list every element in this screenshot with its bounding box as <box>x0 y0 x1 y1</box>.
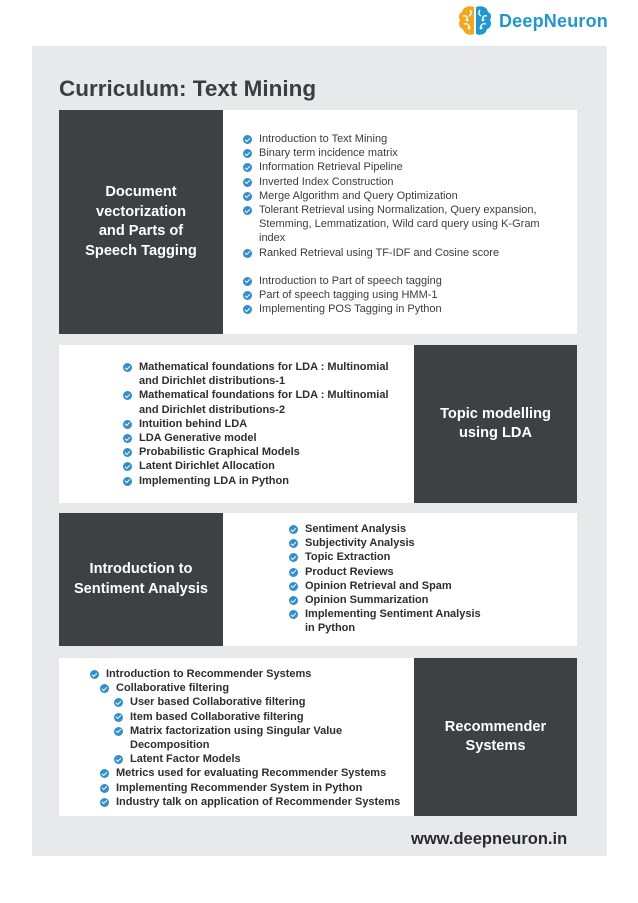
section-heading: Document vectorization and Parts of Speech Tagging <box>59 110 223 334</box>
list-item: Product Reviews <box>289 565 489 579</box>
check-circle-icon <box>243 163 252 172</box>
check-circle-icon <box>289 582 298 591</box>
list-item: Mathematical foundations for LDA : Multinomial and Dirichlet distributions-2 <box>123 388 393 416</box>
list-item: Sentiment Analysis <box>289 522 489 536</box>
list-item: Subjectivity Analysis <box>289 536 489 550</box>
check-circle-icon <box>289 525 298 534</box>
list-item: Industry talk on application of Recommender Systems <box>100 795 410 809</box>
check-circle-icon <box>123 448 132 457</box>
list-item: Implementing POS Tagging in Python <box>243 302 555 316</box>
check-circle-icon <box>289 553 298 562</box>
list-item: Part of speech tagging using HMM-1 <box>243 288 555 302</box>
topic-list <box>90 667 410 809</box>
section-heading: Introduction to Sentiment Analysis <box>59 513 223 646</box>
list-item: Ranked Retrieval using TF-IDF and Cosine score <box>243 246 555 260</box>
check-circle-icon <box>289 539 298 548</box>
check-circle-icon <box>90 670 99 679</box>
topic-list <box>123 360 393 488</box>
website-url: www.deepneuron.in <box>411 830 568 848</box>
check-circle-icon <box>123 434 132 443</box>
list-item: Implementing LDA in Python <box>123 474 393 488</box>
list-item: Tolerant Retrieval using Normalization, Query expansion, Stemming, Lemmatization, Wild card query using K-Gram index <box>243 203 555 246</box>
check-circle-icon <box>123 363 132 372</box>
list-item: Implementing Recommender System in Python <box>100 781 410 795</box>
list-item: User based Collaborative filtering <box>114 695 410 709</box>
check-circle-icon <box>243 206 252 215</box>
check-circle-icon <box>289 596 298 605</box>
list-item: Merge Algorithm and Query Optimization <box>243 189 555 203</box>
check-circle-icon <box>123 391 132 400</box>
check-circle-icon <box>123 462 132 471</box>
list-item: Implementing Sentiment Analysis in Python <box>289 607 489 635</box>
list-item: Introduction to Recommender Systems <box>90 667 410 681</box>
brand-name: DeepNeuron <box>498 10 608 31</box>
check-circle-icon <box>100 769 109 778</box>
check-circle-icon <box>114 727 123 736</box>
check-circle-icon <box>243 277 252 286</box>
check-circle-icon <box>114 755 123 764</box>
list-item: Opinion Summarization <box>289 593 489 607</box>
brain-logo-icon <box>457 4 493 38</box>
check-circle-icon <box>114 713 123 722</box>
list-item: Item based Collaborative filtering <box>114 710 410 724</box>
check-circle-icon <box>243 178 252 187</box>
section-heading: Topic modelling using LDA <box>414 345 577 503</box>
check-circle-icon <box>100 798 109 807</box>
check-circle-icon <box>123 477 132 486</box>
check-circle-icon <box>243 135 252 144</box>
check-circle-icon <box>123 420 132 429</box>
check-circle-icon <box>100 784 109 793</box>
list-item: Matrix factorization using Singular Value Decomposition <box>114 724 410 752</box>
list-item: Topic Extraction <box>289 550 489 564</box>
list-item: Introduction to Part of speech tagging <box>243 274 555 288</box>
check-circle-icon <box>100 684 109 693</box>
list-item: LDA Generative model <box>123 431 393 445</box>
list-item: Inverted Index Construction <box>243 175 555 189</box>
list-item: Intuition behind LDA <box>123 417 393 431</box>
check-circle-icon <box>289 610 298 619</box>
list-item: Latent Factor Models <box>114 752 410 766</box>
check-circle-icon <box>289 568 298 577</box>
list-item: Binary term incidence matrix <box>243 146 555 160</box>
section-topic-modelling <box>59 345 577 503</box>
check-circle-icon <box>243 149 252 158</box>
check-circle-icon <box>243 291 252 300</box>
section-recommender-systems <box>59 658 577 816</box>
check-circle-icon <box>243 192 252 201</box>
check-circle-icon <box>114 698 123 707</box>
topic-list <box>289 522 489 636</box>
topic-list <box>243 132 555 316</box>
list-item: Metrics used for evaluating Recommender Systems <box>100 766 410 780</box>
list-item: Opinion Retrieval and Spam <box>289 579 489 593</box>
list-item: Information Retrieval Pipeline <box>243 160 555 174</box>
list-item: Probabilistic Graphical Models <box>123 445 393 459</box>
brand-logo <box>457 4 608 38</box>
section-sentiment-analysis <box>59 513 577 646</box>
page-title: Curriculum: Text Mining <box>59 76 317 101</box>
list-item: Collaborative filtering <box>100 681 410 695</box>
section-document-vectorization <box>59 110 577 334</box>
list-item: Introduction to Text Mining <box>243 132 555 146</box>
check-circle-icon <box>243 305 252 314</box>
section-heading: Recommender Systems <box>414 658 577 816</box>
list-item: Mathematical foundations for LDA : Multinomial and Dirichlet distributions-1 <box>123 360 393 388</box>
list-item: Latent Dirichlet Allocation <box>123 459 393 473</box>
check-circle-icon <box>243 249 252 258</box>
